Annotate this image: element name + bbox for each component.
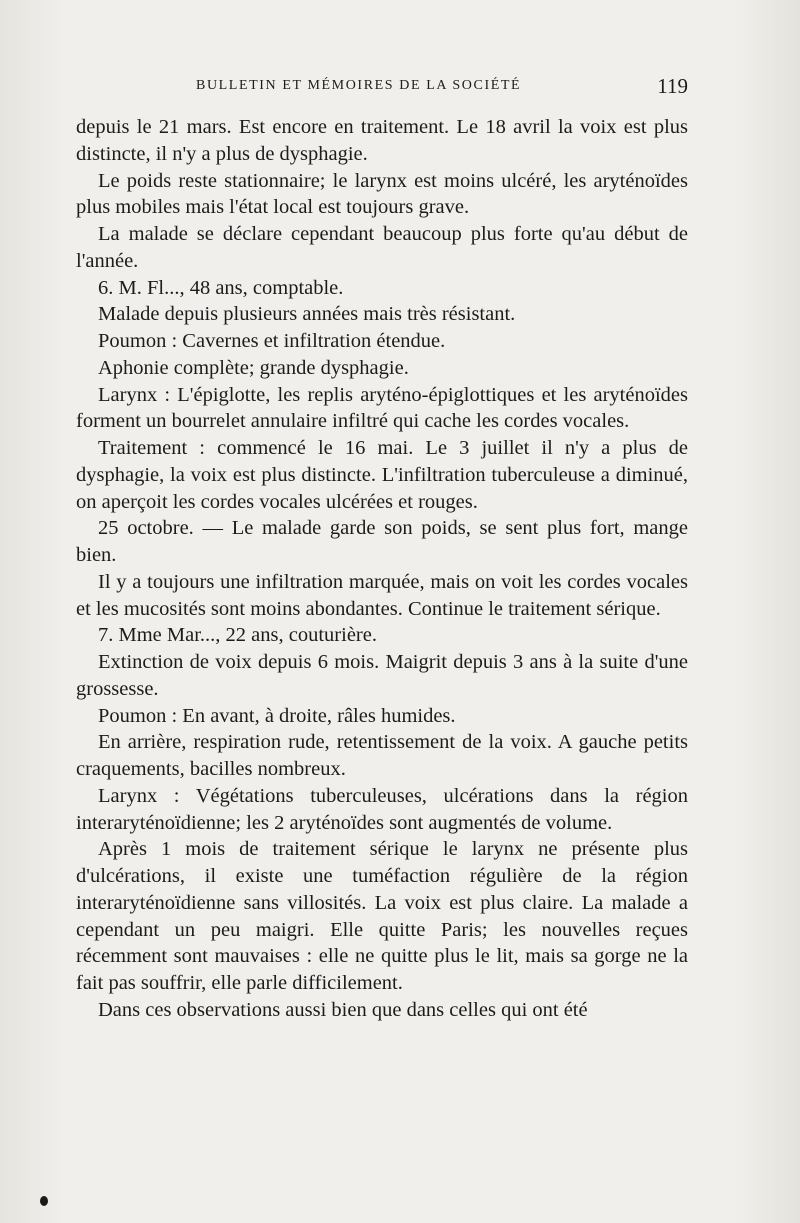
paragraph: Après 1 mois de traitement sérique le larynx ne présente plus d'ulcérations, il existe une tuméfaction régulière de la région interaryténoïdienne sans villosités. La voix est plus claire. La malade a cependant un peu maigri. Elle quitte Paris; les nouvelles reçues récemment sont mauvaises : elle ne quitte plus le lit, mais sa gorge ne la fait pas souffrir, elle parle difficilement.: [76, 838, 688, 994]
paragraph: Larynx : L'épiglotte, les replis aryténo-épiglottiques et les aryténoïdes forment un bourrelet annulaire infiltré qui cache les cordes vocales.: [76, 383, 688, 433]
paragraph: La malade se déclare cependant beaucoup plus forte qu'au début de l'année.: [76, 223, 688, 272]
paragraph: Extinction de voix depuis 6 mois. Maigrit depuis 3 ans à la suite d'une grossesse.: [76, 651, 688, 700]
page-number: 119: [657, 74, 688, 98]
paragraph: En arrière, respiration rude, retentissement de la voix. A gauche petits craquements, bacilles nombreux.: [76, 731, 688, 780]
page-header: [76, 74, 688, 100]
running-title: BULLETIN ET MÉMOIRES DE LA SOCIÉTÉ: [196, 78, 522, 93]
ink-spot: [40, 1196, 48, 1206]
paragraph: depuis le 21 mars. Est encore en traitement. Le 18 avril la voix est plus distincte, il n'y a plus de dysphagie.: [76, 116, 688, 165]
paragraph: 25 octobre. — Le malade garde son poids, se sent plus fort, mange bien.: [76, 517, 688, 566]
paragraph: Poumon : Cavernes et infiltration étendue.: [98, 330, 446, 352]
paragraph: Dans ces observations aussi bien que dans celles qui ont été: [98, 998, 588, 1021]
paragraph: Traitement : commencé le 16 mai. Le 3 juillet il n'y a plus de dysphagie, la voix est plus distincte. L'infiltration tuberculeuse a diminué, on aperçoit les cordes vocales ulcérées et rouges.: [76, 437, 688, 513]
paragraph: Larynx : Végétations tuberculeuses, ulcérations dans la région interaryténoïdienne; les 2 aryténoïdes sont augmentés de volume.: [76, 784, 688, 834]
paragraph: Aphonie complète; grande dysphagie.: [98, 356, 409, 379]
paragraph: Malade depuis plusieurs années mais très résistant.: [98, 303, 516, 326]
paragraph: 6. M. Fl..., 48 ans, comptable.: [98, 276, 344, 299]
paragraph: Il y a toujours une infiltration marquée, mais on voit les cordes vocales et les mucosités sont moins abondantes. Continue le traitement sérique.: [76, 570, 688, 620]
paragraph: Poumon : En avant, à droite, râles humides.: [98, 704, 456, 727]
paragraph: Le poids reste stationnaire; le larynx est moins ulcéré, les aryténoïdes plus mobiles mais l'état local est toujours grave.: [76, 169, 688, 219]
body-text: [76, 114, 688, 1024]
paragraph: 7. Mme Mar..., 22 ans, couturière.: [98, 624, 377, 647]
